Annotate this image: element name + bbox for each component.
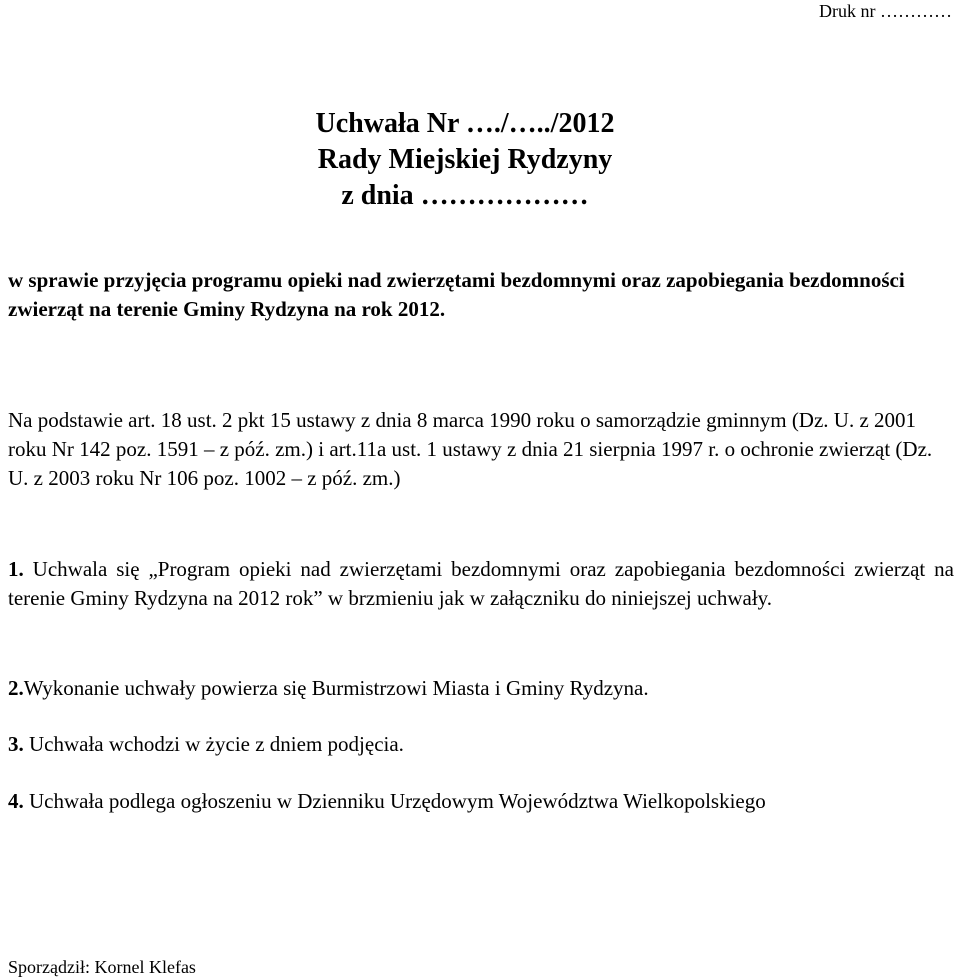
resolution-date: z dnia ……………… — [341, 180, 589, 211]
council-name: Rady Miejskiej Rydzyny — [317, 144, 613, 175]
paragraph-2 — [8, 674, 954, 703]
paragraph-4 — [8, 787, 954, 816]
paragraph-number: 3. — [8, 732, 24, 756]
prepared-by: Sporządził: Kornel Klefas — [8, 957, 196, 977]
resolution-subject: w sprawie przyjęcia programu opieki nad zwierzętami bezdomnymi oraz zapobiegania bezdomności zwierząt na terenie Gminy Rydzyna na rok 2012. — [8, 268, 905, 321]
paragraph-text: Uchwała wchodzi w życie z dniem podjęcia. — [23, 732, 404, 756]
paragraph-text: Uchwala się „Program opieki nad zwierzętami bezdomnymi oraz zapobiegania bezdomności zwierząt na terenie Gminy Rydzyna na 2012 rok” w brzmieniu jak w załączniku do niniejszej uchwały. — [8, 557, 954, 610]
paragraph-3 — [8, 730, 954, 759]
resolution-number: Uchwała Nr …./…../2012 — [315, 108, 615, 139]
paragraph-number: 1. — [8, 557, 24, 581]
legal-basis: Na podstawie art. 18 ust. 2 pkt 15 ustawy z dnia 8 marca 1990 roku o samorządzie gminnym (Dz. U. z 2001 roku Nr 142 poz. 1591 – z póź. zm.) i art.11a ust. 1 ustawy z dnia 21 sierpnia 1997 r. o ochronie zwierząt (Dz. U. z 2003 roku Nr 106 poz. 1002 – z póź. zm.) — [8, 408, 933, 490]
print-number: Druk nr ………… — [819, 1, 952, 21]
paragraph-number: 4. — [8, 789, 24, 813]
resolution-title — [0, 106, 960, 214]
paragraph-1 — [8, 555, 954, 613]
paragraph-number: 2. — [8, 676, 24, 700]
paragraph-text: Wykonanie uchwały powierza się Burmistrzowi Miasta i Gminy Rydzyna. — [23, 676, 649, 700]
paragraph-text: Uchwała podlega ogłoszeniu w Dzienniku Urzędowym Województwa Wielkopolskiego — [23, 789, 766, 813]
